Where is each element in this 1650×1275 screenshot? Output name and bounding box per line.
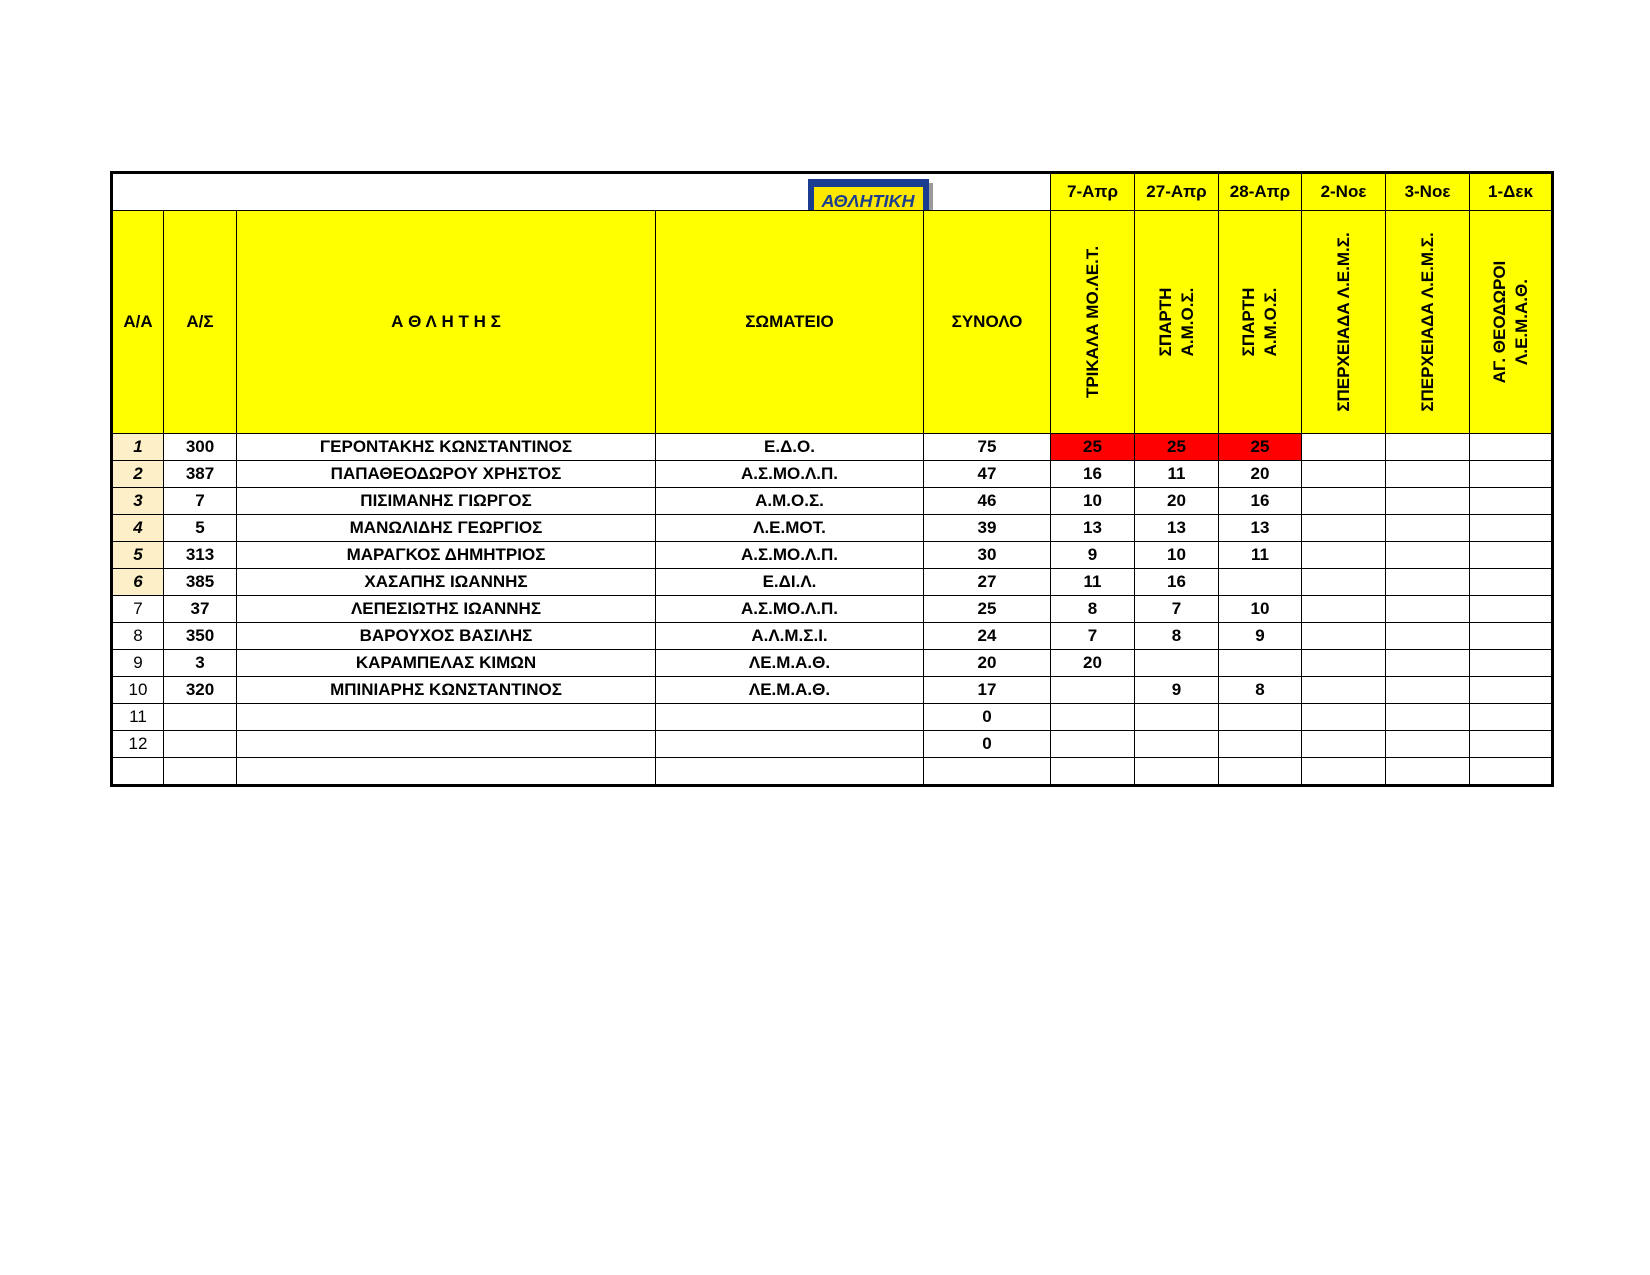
table-row: [112, 650, 1553, 677]
race-date: 27-Απρ: [1135, 173, 1219, 211]
table-row: [112, 623, 1553, 650]
score-cell: 7: [1051, 623, 1135, 650]
table-row: [112, 677, 1553, 704]
race-number-cell: [164, 758, 237, 786]
club-cell: [656, 731, 924, 758]
race-date: 7-Απρ: [1051, 173, 1135, 211]
score-cell: [1386, 731, 1470, 758]
club-cell: ΛΕ.Μ.Α.Θ.: [656, 677, 924, 704]
rank-cell: 8: [112, 623, 164, 650]
score-cell: 10: [1135, 542, 1219, 569]
race-number-cell: 37: [164, 596, 237, 623]
rank-cell: 7: [112, 596, 164, 623]
score-cell: [1386, 515, 1470, 542]
score-cell: [1302, 731, 1386, 758]
race-number-cell: 387: [164, 461, 237, 488]
total-cell: 47: [924, 461, 1051, 488]
standings-table: [110, 171, 1554, 787]
total-cell: 27: [924, 569, 1051, 596]
race-number-cell: 385: [164, 569, 237, 596]
athlete-name-cell: ΓΕΡΟΝΤΑΚΗΣ ΚΩΝΣΤΑΝΤΙΝΟΣ: [237, 434, 656, 461]
col-header-total: ΣΥΝΟΛΟ: [924, 211, 1051, 434]
title-block: [112, 173, 1051, 211]
race-date: 2-Νοε: [1302, 173, 1386, 211]
rank-cell: 11: [112, 704, 164, 731]
score-cell: 8: [1219, 677, 1302, 704]
score-cell: [1302, 434, 1386, 461]
race-venue-text: ΤΡΙΚΑΛΑ ΜΟ.ΛΕ.Τ.: [1082, 245, 1102, 399]
race-number-cell: 300: [164, 434, 237, 461]
athlete-name-cell: ΛΕΠΕΣΙΩΤΗΣ ΙΩΑΝΝΗΣ: [237, 596, 656, 623]
table-row: [112, 731, 1553, 758]
score-cell: [1302, 569, 1386, 596]
score-cell: [1219, 758, 1302, 786]
table-row: [112, 596, 1553, 623]
table-row: [112, 542, 1553, 569]
race-venue: [1386, 211, 1470, 434]
rank-cell: 4: [112, 515, 164, 542]
score-cell: [1302, 677, 1386, 704]
race-venue-text: ΣΠΕΡΧΕΙΑΔΑ Λ.Ε.Μ.Σ.: [1333, 232, 1353, 412]
total-cell: 20: [924, 650, 1051, 677]
total-cell: 25: [924, 596, 1051, 623]
score-cell: [1135, 758, 1219, 786]
score-cell: [1219, 704, 1302, 731]
club-cell: ΛΕ.Μ.Α.Θ.: [656, 650, 924, 677]
club-cell: Α.Σ.ΜΟ.Λ.Π.: [656, 461, 924, 488]
race-venue-text: ΣΠΑΡΤΗ Α.Μ.Ο.Σ.: [1239, 287, 1280, 357]
score-cell: [1470, 461, 1553, 488]
race-venue: [1051, 211, 1135, 434]
total-cell: 46: [924, 488, 1051, 515]
score-cell: [1470, 623, 1553, 650]
score-cell: [1302, 758, 1386, 786]
race-venue: [1470, 211, 1553, 434]
table-row: [112, 569, 1553, 596]
score-cell: [1051, 677, 1135, 704]
race-date: 28-Απρ: [1219, 173, 1302, 211]
club-cell: Α.Σ.ΜΟ.Λ.Π.: [656, 542, 924, 569]
athlete-name-cell: ΜΑΡΑΓΚΟΣ ΔΗΜΗΤΡΙΟΣ: [237, 542, 656, 569]
score-cell: [1135, 650, 1219, 677]
rank-cell: 10: [112, 677, 164, 704]
athlete-name-cell: ΠΙΣΙΜΑΝΗΣ ΓΙΩΡΓΟΣ: [237, 488, 656, 515]
table-row: [112, 434, 1553, 461]
score-cell: [1470, 569, 1553, 596]
rank-cell: 6: [112, 569, 164, 596]
score-cell: [1219, 731, 1302, 758]
score-cell: [1051, 758, 1135, 786]
club-cell: [656, 704, 924, 731]
score-cell: [1302, 623, 1386, 650]
total-cell: [924, 758, 1051, 786]
race-number-cell: 3: [164, 650, 237, 677]
rank-cell: 9: [112, 650, 164, 677]
race-date: 3-Νοε: [1386, 173, 1470, 211]
rank-cell: [112, 758, 164, 786]
score-cell: [1386, 488, 1470, 515]
score-cell: [1470, 704, 1553, 731]
score-cell: 9: [1219, 623, 1302, 650]
athlete-name-cell: ΜΑΝΩΛΙΔΗΣ ΓΕΩΡΓΙΟΣ: [237, 515, 656, 542]
score-cell: [1386, 542, 1470, 569]
score-cell: [1470, 434, 1553, 461]
club-cell: Ε.Δ.Ο.: [656, 434, 924, 461]
club-cell: Α.Λ.Μ.Σ.Ι.: [656, 623, 924, 650]
score-cell: [1470, 731, 1553, 758]
athlete-name-cell: [237, 758, 656, 786]
total-cell: 17: [924, 677, 1051, 704]
logo-top-text: ΑΘΛΗΤΙΚΗ: [821, 191, 915, 211]
score-cell: [1219, 569, 1302, 596]
score-cell: 13: [1051, 515, 1135, 542]
athlete-name-cell: [237, 731, 656, 758]
club-cell: Α.Μ.Ο.Σ.: [656, 488, 924, 515]
score-cell: 11: [1219, 542, 1302, 569]
athlete-name-cell: ΠΑΠΑΘΕΟΔΩΡΟΥ ΧΡΗΣΤΟΣ: [237, 461, 656, 488]
score-cell: [1386, 596, 1470, 623]
score-cell: [1051, 704, 1135, 731]
race-date: 1-Δεκ: [1470, 173, 1553, 211]
score-cell: [1302, 650, 1386, 677]
rank-cell: 12: [112, 731, 164, 758]
score-cell: 9: [1135, 677, 1219, 704]
athlete-name-cell: ΧΑΣΑΠΗΣ ΙΩΑΝΝΗΣ: [237, 569, 656, 596]
table-row: [112, 488, 1553, 515]
score-cell: 8: [1051, 596, 1135, 623]
score-cell: [1386, 461, 1470, 488]
total-cell: 24: [924, 623, 1051, 650]
score-cell: [1386, 758, 1470, 786]
score-cell: 11: [1135, 461, 1219, 488]
score-cell: 7: [1135, 596, 1219, 623]
race-number-cell: 320: [164, 677, 237, 704]
total-cell: 75: [924, 434, 1051, 461]
race-number-cell: [164, 704, 237, 731]
score-cell: 20: [1135, 488, 1219, 515]
score-cell: 8: [1135, 623, 1219, 650]
table-row: [112, 704, 1553, 731]
race-venue: [1135, 211, 1219, 434]
table-row: [112, 758, 1553, 786]
score-cell: [1386, 677, 1470, 704]
score-cell: [1470, 542, 1553, 569]
athlete-name-cell: ΜΠΙΝΙΑΡΗΣ ΚΩΝΣΤΑΝΤΙΝΟΣ: [237, 677, 656, 704]
total-cell: 30: [924, 542, 1051, 569]
score-cell: [1470, 677, 1553, 704]
score-cell: 16: [1219, 488, 1302, 515]
score-cell: [1386, 704, 1470, 731]
score-cell: [1051, 731, 1135, 758]
score-cell: [1302, 704, 1386, 731]
total-cell: 39: [924, 515, 1051, 542]
score-cell: 20: [1219, 461, 1302, 488]
col-header-club: ΣΩΜΑΤΕΙΟ: [656, 211, 924, 434]
rank-cell: 5: [112, 542, 164, 569]
score-cell: [1470, 515, 1553, 542]
race-number-cell: 7: [164, 488, 237, 515]
race-number-cell: 350: [164, 623, 237, 650]
athlete-name-cell: ΒΑΡΟΥΧΟΣ ΒΑΣΙΛΗΣ: [237, 623, 656, 650]
score-cell: 11: [1051, 569, 1135, 596]
col-header-as: Α/Σ: [164, 211, 237, 434]
rank-cell: 1: [112, 434, 164, 461]
score-cell: [1135, 731, 1219, 758]
score-cell: 25: [1219, 434, 1302, 461]
score-cell: 13: [1219, 515, 1302, 542]
score-cell: [1302, 515, 1386, 542]
score-cell: 25: [1135, 434, 1219, 461]
score-cell: [1470, 650, 1553, 677]
rank-cell: 2: [112, 461, 164, 488]
score-cell: [1470, 488, 1553, 515]
club-cell: Ε.ΔΙ.Λ.: [656, 569, 924, 596]
col-header-aa: Α/Α: [112, 211, 164, 434]
rank-cell: 3: [112, 488, 164, 515]
score-cell: [1386, 569, 1470, 596]
score-cell: [1386, 434, 1470, 461]
score-cell: 9: [1051, 542, 1135, 569]
club-cell: Λ.Ε.ΜΟΤ.: [656, 515, 924, 542]
club-cell: [656, 758, 924, 786]
race-venue-text: ΑΓ. ΘΕΟΔΩΡΟΙ Λ.Ε.Μ.Α.Θ.: [1489, 260, 1531, 384]
race-number-cell: 313: [164, 542, 237, 569]
score-cell: [1386, 650, 1470, 677]
race-venue: [1302, 211, 1386, 434]
table-row: [112, 515, 1553, 542]
table-row: [112, 461, 1553, 488]
total-cell: 0: [924, 731, 1051, 758]
athlete-name-cell: [237, 704, 656, 731]
score-cell: [1386, 623, 1470, 650]
club-cell: Α.Σ.ΜΟ.Λ.Π.: [656, 596, 924, 623]
score-cell: 13: [1135, 515, 1219, 542]
race-venue-text: ΣΠΕΡΧΕΙΑΔΑ Λ.Ε.Μ.Σ.: [1417, 232, 1437, 412]
score-cell: 16: [1051, 461, 1135, 488]
race-number-cell: [164, 731, 237, 758]
score-cell: [1135, 704, 1219, 731]
motoe-logo: [808, 179, 933, 211]
score-cell: [1470, 758, 1553, 786]
score-cell: [1302, 488, 1386, 515]
score-cell: 25: [1051, 434, 1135, 461]
score-cell: 10: [1051, 488, 1135, 515]
score-cell: [1302, 542, 1386, 569]
score-cell: [1302, 461, 1386, 488]
score-cell: 16: [1135, 569, 1219, 596]
col-header-athlete: Α Θ Λ Η Τ Η Σ: [237, 211, 656, 434]
race-number-cell: 5: [164, 515, 237, 542]
total-cell: 0: [924, 704, 1051, 731]
score-cell: 10: [1219, 596, 1302, 623]
athlete-name-cell: ΚΑΡΑΜΠΕΛΑΣ ΚΙΜΩΝ: [237, 650, 656, 677]
score-cell: [1302, 596, 1386, 623]
race-venue: [1219, 211, 1302, 434]
score-cell: [1470, 596, 1553, 623]
race-venue-text: ΣΠΑΡΤΗ Α.Μ.Ο.Σ.: [1155, 287, 1197, 357]
score-cell: [1219, 650, 1302, 677]
score-cell: 20: [1051, 650, 1135, 677]
